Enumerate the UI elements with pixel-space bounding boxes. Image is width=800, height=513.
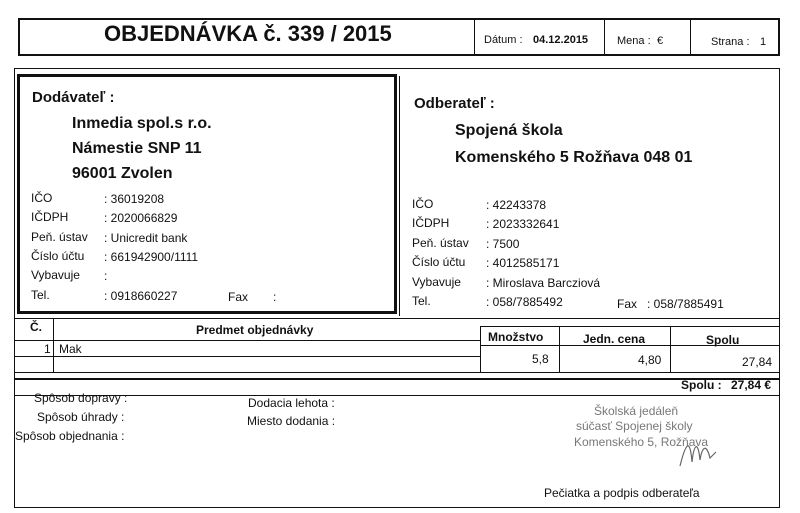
col-qty-header: Množstvo xyxy=(488,330,544,344)
date-value: 04.12.2015 xyxy=(533,34,589,46)
stamp-line-2: súčasť Spojenej školy xyxy=(576,419,693,433)
supplier-phone-label: Tel. xyxy=(31,288,50,302)
header-divider xyxy=(474,19,475,55)
customer-contact-label: Vybavuje xyxy=(412,275,461,289)
customer-account-value: : 4012585171 xyxy=(486,256,560,270)
customer-contact-value: : Miroslava Barcziová xyxy=(486,276,601,290)
delivery-term-label: Dodacia lehota : xyxy=(248,396,335,410)
supplier-account-label: Číslo účtu xyxy=(31,249,85,263)
payment-label: Spôsob úhrady : xyxy=(37,410,125,424)
table-row-bottom-line xyxy=(15,372,779,373)
supplier-bank-value: : Unicredit bank xyxy=(104,231,188,245)
table-row-number: 1 xyxy=(44,342,51,356)
customer-name: Spojená škola xyxy=(455,122,563,139)
customer-icdph-label: IČDPH xyxy=(412,216,450,230)
customer-phone-label: Tel. xyxy=(412,294,431,308)
supplier-account-value: : 661942900/1111 xyxy=(104,250,199,264)
supplier-icdph-value: : 2020066829 xyxy=(104,211,178,225)
col-unit-price-header: Jedn. cena xyxy=(583,332,646,346)
col-total-header: Spolu xyxy=(706,333,740,347)
customer-ico-value: : 42243378 xyxy=(486,198,547,212)
order-title: OBJEDNÁVKA č. 339 / 2015 xyxy=(104,21,392,46)
transport-label: Spôsob dopravy : xyxy=(34,391,128,405)
supplier-street: Námestie SNP 11 xyxy=(72,140,202,157)
sum-value: 27,84 € xyxy=(731,378,772,392)
signature-scribble xyxy=(676,432,736,472)
page-label: Strana : xyxy=(711,36,750,48)
supplier-contact-label: Vybavuje xyxy=(31,268,80,282)
table-header-line xyxy=(15,340,480,341)
table-row-qty: 5,8 xyxy=(532,352,549,366)
supplier-contact-value: : xyxy=(104,269,108,283)
currency-value: € xyxy=(657,35,664,47)
customer-heading: Odberateľ : xyxy=(414,95,495,112)
customer-ico-label: IČO xyxy=(412,197,434,211)
customer-icdph-value: : 2023332641 xyxy=(486,217,560,231)
table-col-line xyxy=(480,326,481,372)
date-label: Dátum : xyxy=(484,34,523,46)
table-row-line xyxy=(15,356,480,357)
signature-label: Pečiatka a podpis odberateľa xyxy=(544,486,700,500)
supplier-bank-label: Peň. ústav xyxy=(31,230,88,244)
supplier-fax-label: Fax xyxy=(228,290,249,304)
page-value: 1 xyxy=(760,36,767,48)
header-divider xyxy=(604,19,605,55)
supplier-ico-value: : 36019208 xyxy=(104,192,165,206)
table-top-line xyxy=(15,318,779,319)
header-divider xyxy=(690,19,691,55)
supplier-city: 96001 Zvolen xyxy=(72,165,173,182)
supplier-icdph-label: IČDPH xyxy=(31,210,69,224)
supplier-fax-value: : xyxy=(273,290,277,304)
customer-account-label: Číslo účtu xyxy=(412,255,466,269)
customer-fax-value: : 058/7885491 xyxy=(647,297,724,311)
col-subject-header: Predmet objednávky xyxy=(196,323,314,337)
table-row-subject: Mak xyxy=(59,342,82,356)
table-col-line xyxy=(53,318,54,372)
stamp-line-3: Komenského 5, Rožňava xyxy=(574,435,709,449)
sum-label: Spolu : xyxy=(681,378,722,392)
supplier-phone-value: : 0918660227 xyxy=(104,289,178,303)
stamp-line-1: Školská jedáleň xyxy=(594,404,679,418)
table-sum-line xyxy=(15,378,779,380)
party-divider xyxy=(399,76,400,316)
table-row-unit-price: 4,80 xyxy=(638,353,662,367)
customer-address: Komenského 5 Rožňava 048 01 xyxy=(455,149,693,166)
supplier-heading: Dodávateľ : xyxy=(32,89,115,106)
customer-bank-label: Peň. ústav xyxy=(412,236,469,250)
currency-label: Mena : xyxy=(617,35,651,47)
supplier-name: Inmedia spol.s r.o. xyxy=(72,115,212,132)
table-sum-bottom-line xyxy=(15,395,779,396)
delivery-place-label: Miesto dodania : xyxy=(247,414,336,428)
col-number-header: Č. xyxy=(30,320,42,334)
customer-phone-value: : 058/7885492 xyxy=(486,295,563,309)
table-row-total: 27,84 xyxy=(742,355,773,369)
table-col-line xyxy=(670,326,671,372)
table-col-line xyxy=(559,326,560,372)
customer-bank-value: : 7500 xyxy=(486,237,520,251)
table-subheader-top-line xyxy=(480,326,779,327)
customer-fax-label: Fax xyxy=(617,297,638,311)
order-method-label: Spôsob objednania : xyxy=(15,429,125,443)
supplier-ico-label: IČO xyxy=(31,191,53,205)
